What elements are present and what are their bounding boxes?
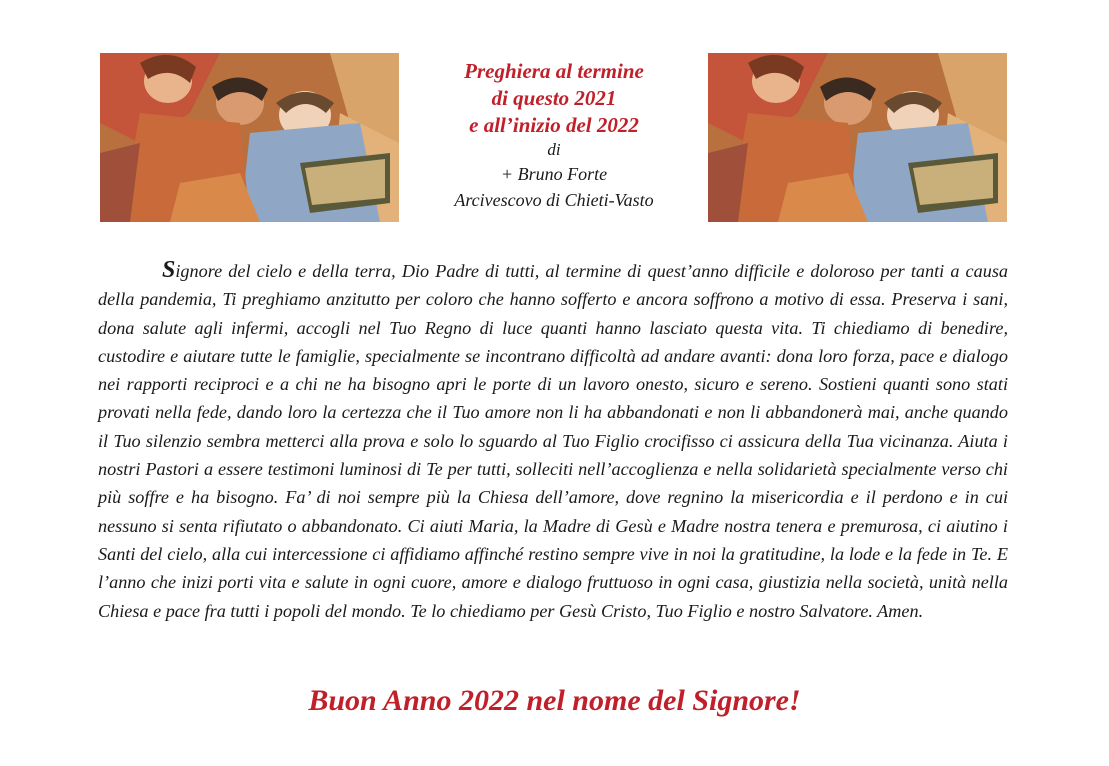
drop-cap: S [162, 257, 176, 283]
by-line: di [547, 140, 561, 159]
prayer-header [402, 58, 706, 213]
author-role: Arcivescovo di Chieti-Vasto [454, 190, 654, 210]
new-year-greeting: Buon Anno 2022 nel nome del Signore! [308, 684, 801, 717]
title-line-3: e all’inizio del 2022 [469, 113, 639, 137]
prayer-text [98, 256, 1008, 625]
prayer-body: ignore del cielo e della terra, Dio Padre di tutti, al termine di quest’anno difficile e doloroso per tanti a causa della pandemia, Ti preghiamo anzitutto per coloro che hanno sofferto e ancora soffrono a motivo di essa. Preserva i sani, dona salute agli infermi, accogli nel Tuo Regno di luce quanti hanno lasciato questa vita. Ti chiediamo di benedire, custodire e aiutare tutte le famiglie, specialmente se incontrano difficoltà ad andare avanti: dona loro forza, pace e dialogo nei rapporti reciproci e a chi ne ha bisogno apri le porte di un lavoro onesto, sicuro e sereno. Sostieni quanti sono stati provati nella fede, dando loro la certezza che il Tuo amore non li ha abbandonati e non li abbandonerà mai, anche quando il Tuo silenzio sembra metterci alla prova e solo lo sguardo al Tuo Figlio crocifisso ci assicura della Tua vicinanza. Aiuta i nostri Pastori a essere testimoni luminosi di Te per tutti, solleciti nell’accoglienza e nella solidarietà specialmente verso chi più soffre e ha bisogno. Fa’ di noi sempre più la Chiesa dell’amore, dove regnino la misericordia e il perdono e in cui nessuno si senta rifiutato o abbandonato. Ci aiuti Maria, la Madre di Gesù e Madre nostra tenera e premurosa, ci aiutino i Santi del cielo, alla cui intercessione ci affidiamo affinché restino sempre vive in noi la gratitudine, la lode e la fede in Te. E l’anno che inizi porti vita e salute in ogni cuore, amore e dialogo fruttuoso in ogni casa, giustizia nella società, unità nella Chiesa e pace fra tutti i popoli del mondo. Te lo chiediamo per Gesù Cristo, Tuo Figlio e nostro Salvatore. Amen. [98, 261, 1008, 621]
title-line-1: Preghiera al termine [464, 59, 644, 83]
author-name: + Bruno Forte [500, 164, 608, 184]
angels-painting-right [708, 53, 1007, 222]
title-line-2: di questo 2021 [491, 86, 617, 110]
angels-painting-left [100, 53, 399, 222]
